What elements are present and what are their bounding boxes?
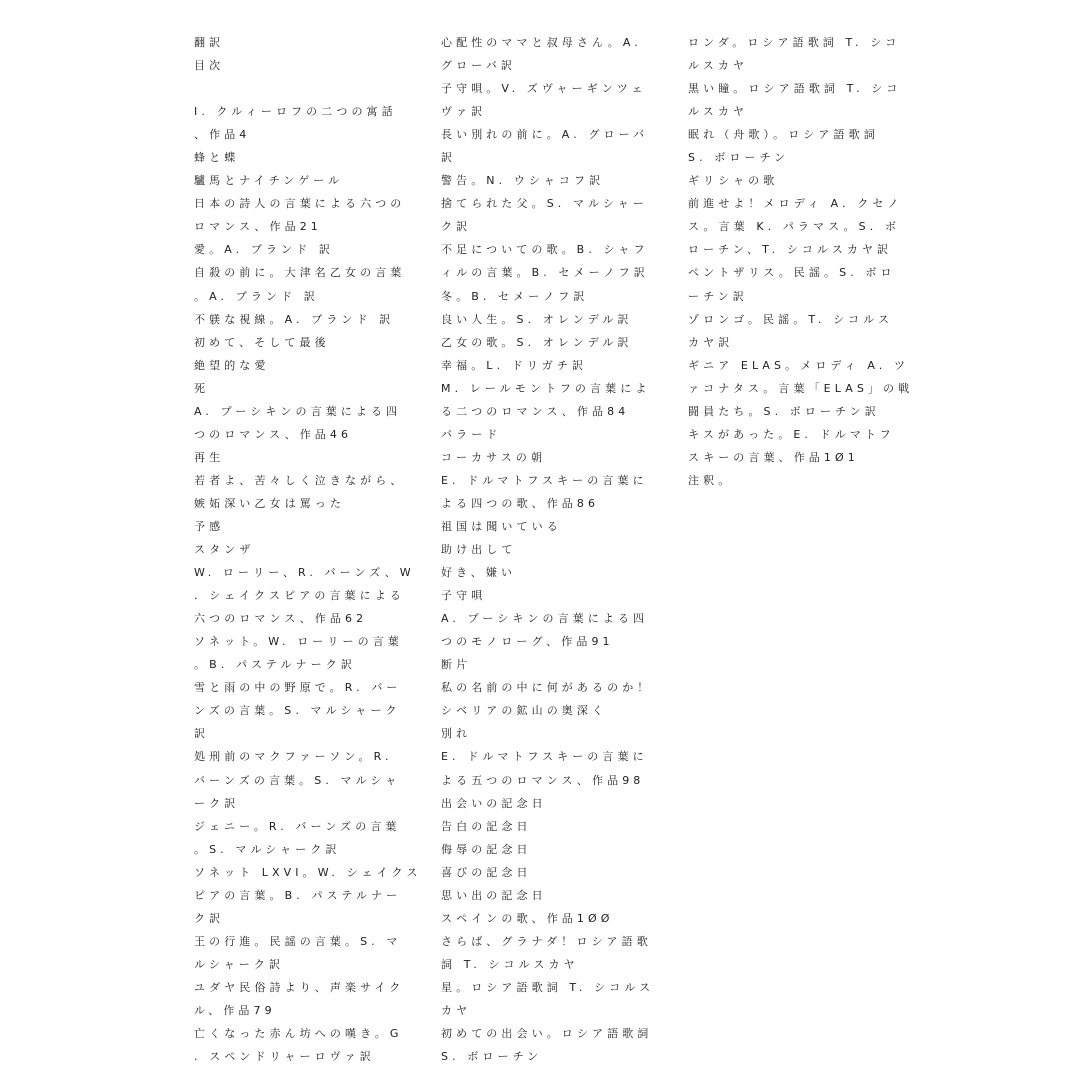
- toc-line: I. クルィーロフの二つの寓話: [194, 105, 397, 119]
- toc-column-1: [194, 31, 424, 1068]
- toc-line: 予感: [194, 519, 225, 533]
- toc-line: S. ボローチン: [441, 1050, 543, 1064]
- toc-line: よる五つのロマンス、作品98: [441, 773, 645, 787]
- toc-line: ルスカヤ: [688, 59, 749, 73]
- toc-line: 星。ロシア語歌詞 T. シコルス: [441, 980, 655, 994]
- toc-line: 侮辱の記念日: [441, 842, 532, 856]
- toc-line: ク訳: [441, 220, 472, 234]
- toc-line: つのロマンス、作品46: [194, 427, 353, 441]
- toc-line: カヤ訳: [688, 335, 734, 349]
- toc-line: 断片: [441, 658, 472, 672]
- toc-line: 若者よ、苦々しく泣きながら、: [194, 473, 406, 487]
- toc-line: 雪と雨の中の野原で。R. バー: [194, 681, 402, 695]
- toc-line: カヤ: [441, 1003, 472, 1017]
- toc-line: 警告。N. ウシャコフ訳: [441, 174, 605, 188]
- toc-line: 不躾な視線。A. ブランド 訳: [194, 312, 395, 326]
- toc-line: スキーの言葉、作品1Ø1: [688, 450, 859, 464]
- toc-line: さらば、グラナダ！ロシア語歌: [441, 934, 652, 948]
- toc-line: [194, 77, 424, 100]
- toc-line: ソネット LXVI。W. シェイクス: [194, 865, 422, 879]
- toc-line: ス。言葉 K. パラマス。S. ボ: [688, 220, 901, 234]
- toc-line: グローバ訳: [441, 59, 516, 73]
- toc-column-2: [441, 31, 671, 1068]
- toc-line: 翻訳: [194, 36, 225, 49]
- toc-line: 蜂と蝶: [194, 151, 240, 165]
- toc-line: ローチン、T. シコルスカヤ訳: [688, 243, 893, 257]
- toc-line: つのモノローグ、作品91: [441, 635, 614, 649]
- toc-line: 好き、嫌い: [441, 566, 517, 580]
- toc-line: 出会いの記念日: [441, 796, 547, 810]
- toc-line: ロンダ。ロシア語歌詞 T. シコ: [688, 36, 901, 49]
- toc-line: ギニア ELAS。メロディ A. ツ: [688, 358, 910, 372]
- toc-line: スペインの歌、作品1ØØ: [441, 911, 614, 925]
- toc-line: スタンザ: [194, 543, 255, 557]
- toc-line: ル、作品79: [194, 1003, 276, 1017]
- toc-line: M. レールモントフの言葉によ: [441, 381, 651, 395]
- toc-line: 日本の詩人の言葉による六つの: [194, 197, 406, 211]
- toc-line: E. ドルマトフスキーの言葉に: [441, 750, 648, 764]
- toc-line: る二つのロマンス、作品84: [441, 404, 630, 418]
- toc-line: ヴァ訳: [441, 105, 487, 119]
- toc-line: 亡くなった赤ん坊への嘆き。G: [194, 1027, 403, 1041]
- toc-line: 捨てられた父。S. マルシャー: [441, 197, 648, 211]
- toc-line: 思い出の記念日: [441, 888, 547, 902]
- toc-line: 不足についての歌。B. シャフ: [441, 243, 649, 257]
- toc-line: 前進せよ！メロディ A. クセノ: [688, 197, 903, 211]
- toc-line: 子守唄。V. ズヴャーギンツェ: [441, 82, 647, 96]
- toc-line: ロマンス、作品21: [194, 220, 322, 234]
- toc-line: シベリアの鉱山の奥深く: [441, 704, 608, 718]
- toc-line: W. ローリー、R. バーンズ、W: [194, 566, 415, 580]
- toc-line: ンズの言葉。S. マルシャーク: [194, 704, 401, 718]
- toc-line: 長い別れの前に。A. グローバ: [441, 128, 649, 142]
- toc-line: ルシャーク訳: [194, 957, 285, 971]
- toc-line: ギリシャの歌: [688, 174, 779, 188]
- toc-line: ジェニー。R. バーンズの言葉: [194, 819, 401, 833]
- toc-line: 私の名前の中に何があるのか！: [441, 681, 653, 695]
- toc-line: コーカサスの朝: [441, 450, 547, 464]
- toc-line: 六つのロマンス、作品62: [194, 612, 368, 626]
- toc-line: 初めて、そして最後: [194, 335, 330, 349]
- toc-line: ピアの言葉。B. パステルナー: [194, 888, 402, 902]
- toc-line: 処刑前のマクファーソン。R.: [194, 750, 393, 764]
- toc-line: 、作品4: [194, 128, 251, 142]
- toc-line: 。B. パステルナーク訳: [194, 658, 356, 672]
- toc-line: 助け出して: [441, 543, 517, 557]
- toc-line: 訳: [194, 727, 210, 741]
- toc-line: 王の行進。民謡の言葉。S. マ: [194, 934, 402, 948]
- toc-line: ペントザリス。民謡。S. ボロ: [688, 266, 896, 280]
- toc-line: 子守唄: [441, 589, 487, 603]
- toc-line: 死: [194, 381, 210, 395]
- toc-line: ソネット。W. ローリーの言葉: [194, 635, 403, 649]
- toc-line: ク訳: [194, 911, 225, 925]
- toc-line: バラード: [441, 427, 502, 441]
- toc-line: 目次: [194, 59, 225, 73]
- toc-line: 愛。A. ブランド 訳: [194, 243, 334, 257]
- toc-line: よる四つの歌、作品86: [441, 496, 600, 510]
- toc-column-3: [688, 31, 918, 492]
- toc-line: 初めての出会い。ロシア語歌詞: [441, 1027, 653, 1041]
- toc-line: 訳: [441, 151, 457, 165]
- toc-line: S. ボローチン: [688, 151, 790, 165]
- toc-line: 嫉妬深い乙女は罵った: [194, 496, 345, 510]
- toc-line: 。S. マルシャーク訳: [194, 842, 341, 856]
- toc-line: 喜びの記念日: [441, 865, 532, 879]
- toc-line: 祖国は聞いている: [441, 519, 562, 533]
- toc-line: 注釈。: [688, 473, 734, 487]
- toc-line: ゾロンゴ。民謡。T. シコルス: [688, 312, 894, 326]
- toc-line: 乙女の歌。S. オレンデル訳: [441, 335, 633, 349]
- toc-line: ーク訳: [194, 796, 240, 810]
- toc-line: 冬。B. セメーノフ訳: [441, 289, 589, 303]
- toc-line: 再生: [194, 450, 225, 464]
- toc-line: 良い人生。S. オレンデル訳: [441, 312, 633, 326]
- toc-line: 別れ: [441, 727, 472, 741]
- toc-line: 眠れ（舟歌）。ロシア語歌詞: [688, 128, 879, 142]
- toc-line: 自殺の前に。大津名乙女の言葉: [194, 266, 406, 280]
- toc-line: ユダヤ民俗詩より、声楽サイク: [194, 980, 405, 994]
- toc-line: 黒い瞳。ロシア語歌詞 T. シコ: [688, 82, 902, 96]
- toc-line: 詞 T. シコルスカヤ: [441, 957, 579, 971]
- toc-line: A. プーシキンの言葉による四: [194, 404, 402, 418]
- toc-line: ァコナタス。言葉「ELAS」の戦: [688, 381, 914, 395]
- toc-line: 闘員たち。S. ボローチン訳: [688, 404, 880, 418]
- toc-line: A. プーシキンの言葉による四: [441, 612, 649, 626]
- toc-line: 心配性のママと叔母さん。A.: [441, 36, 642, 49]
- toc-line: E. ドルマトフスキーの言葉に: [441, 473, 648, 487]
- toc-line: ィルの言葉。B. セメーノフ訳: [441, 266, 649, 280]
- toc-line: 驢馬とナイチンゲール: [194, 174, 344, 188]
- toc-line: 幸福。L. ドリガチ訳: [441, 358, 588, 372]
- toc-line: ーチン訳: [688, 289, 748, 303]
- toc-line: 。A. ブランド 訳: [194, 289, 319, 303]
- toc-line: バーンズの言葉。S. マルシャ: [194, 773, 401, 787]
- toc-line: . シェイクスピアの言葉による: [194, 589, 405, 603]
- toc-line: キスがあった。E. ドルマトフ: [688, 427, 895, 441]
- toc-line: . スペンドリャーロヴァ訳: [194, 1050, 375, 1064]
- toc-line: ルスカヤ: [688, 105, 749, 119]
- toc-line: 絶望的な愛: [194, 358, 270, 372]
- toc-line: 告白の記念日: [441, 819, 532, 833]
